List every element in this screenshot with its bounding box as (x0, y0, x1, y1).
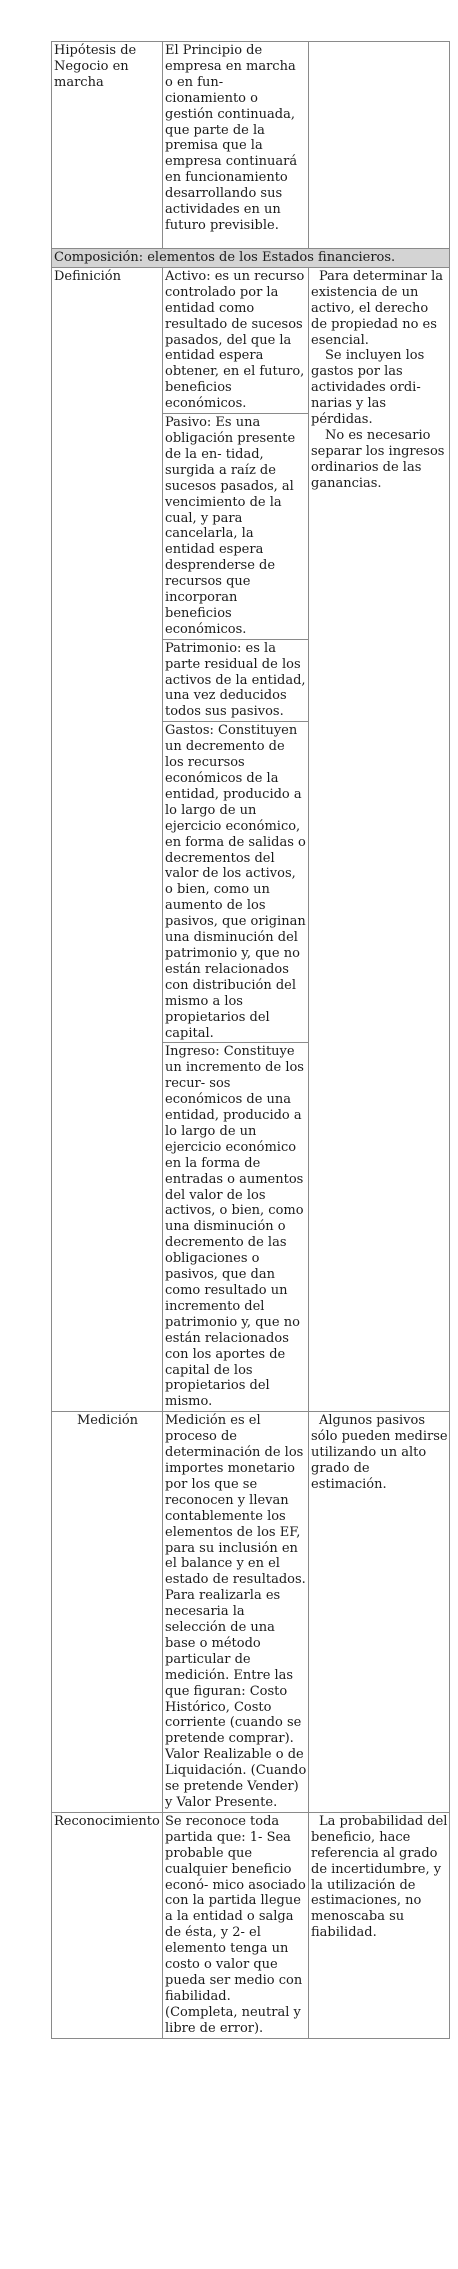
row-label-reconocimiento: Reconocimiento (52, 1812, 163, 2038)
medicion-note: Algunos pasivos sólo pueden medirse utilizando un alto grado de estimación. (309, 1412, 450, 1813)
definicion-activo: Activo: es un recurso controlado por la entidad como resultado de sucesos pasados, del que la entidad espera obtener, en el futuro, beneficios económicos. (163, 267, 309, 413)
medicion-text: Medición es el proceso de determinación de los importes monetario por los que se reconocen y llevan contablemente los elementos de los EF, para su inclusión en el balance y en el estado de resultados. Para realizarla es necesaria la selección de una base o método particular de medición. Entre las que figuran: Costo Histórico, Costo corriente (cuando se pretende comprar). Valor Realizable o de Liquidación. (Cuando se pretende Vender) y Valor Presente. (163, 1412, 309, 1813)
definicion-note-activo: Para determinar la existencia de un activo, el derecho de propiedad no es esencial. (311, 268, 444, 348)
definicion-note-ingresos: No es necesario separar los ingresos ordinarios de las ganancias. (311, 427, 445, 491)
hipotesis-text: El Principio de empresa en marcha o en fun- cionamiento o gestión continuada, que parte de la premisa que la empresa continuará en funcionamiento desarrollando sus actividades en un futuro previsible. (163, 42, 309, 249)
table-row (52, 1812, 450, 2038)
definicion-pasivo: Pasivo: Es una obligación presente de la en- tidad, surgida a raíz de sucesos pasados, al vencimiento de la cual, y para cancelarla, la entidad espera desprenderse de recursos que incorporan beneficios económicos. (163, 414, 309, 640)
definicion-ingreso: Ingreso: Constituye un incremento de los recur- sos económicos de una entidad, producido a lo largo de un ejercicio económico en la forma de entradas o aumentos del valor de los activos, o bien, como una disminución o decremento de las obligaciones o pasivos, que dan como resultado un incremento del patrimonio y, que no están relacionados con los aportes de capital de los propietarios del mismo. (163, 1043, 309, 1412)
section-row (52, 249, 450, 268)
section-title: Composición: elementos de los Estados financieros. (52, 249, 450, 268)
row-label-hipotesis: Hipótesis de Negocio en marcha (52, 42, 163, 249)
reconocimiento-note: La probabilidad del beneficio, hace referencia al grado de incertidumbre, y la utilización de estimaciones, no menoscaba su fiabilidad. (309, 1812, 450, 2038)
reconocimiento-text: Se reconoce toda partida que: 1- Sea probable que cualquier beneficio econó- mico asociado con la partida llegue a la entidad o salga de ésta, y 2- el elemento tenga un costo o valor que pueda ser medio con fiabilidad. (Completa, neutral y libre de error). (163, 1812, 309, 2038)
definicion-note-gastos: Se incluyen los gastos por las actividades ordi- narias y las pérdidas. (311, 348, 425, 428)
document-table-wrapper (51, 41, 449, 2039)
row-label-medicion: Medición (52, 1412, 163, 1813)
table-row (52, 42, 450, 249)
definicion-gastos: Gastos: Constituyen un decremento de los recursos económicos de la entidad, producido a lo largo de un ejercicio económico, en forma de salidas o decrementos del valor de los activos, o bien, como un aumento de los pasivos, que originan una disminución del patrimonio y, que no están relacionados con distribución del mismo a los propietarios del capital. (163, 722, 309, 1043)
definicion-patrimonio: Patrimonio: es la parte residual de los activos de la entidad, una vez deducidos todos sus pasivos. (163, 639, 309, 722)
row-label-definicion: Definición (52, 267, 163, 1411)
hipotesis-note (309, 42, 450, 249)
table-row (52, 1412, 450, 1813)
definicion-notes (309, 267, 450, 1411)
financial-elements-table (51, 41, 450, 2039)
table-row (52, 267, 450, 413)
